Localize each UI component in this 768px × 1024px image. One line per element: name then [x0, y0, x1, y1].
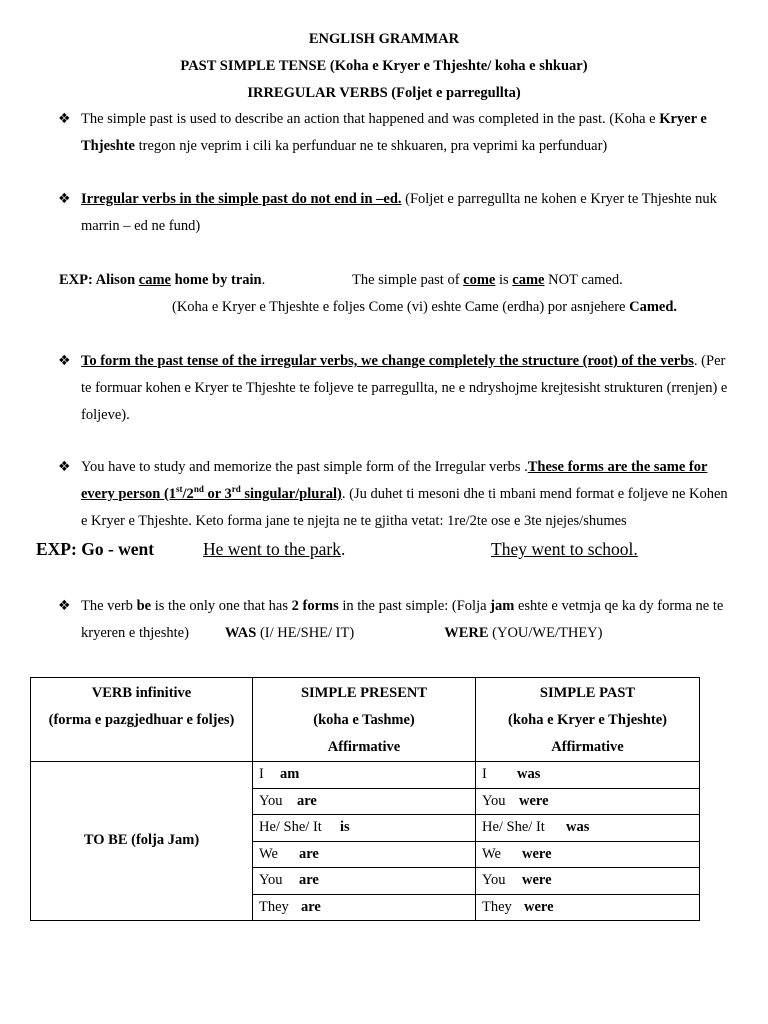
paragraph-memorize: You have to study and memorize the past simple form of the Irregular verbs .These forms are the same for every person (1st/2nd or 3rd singular/plural). (Ju duhet ti mesoni dhe ti mbani mend format e foljeve ne Kohen e Kryer e Thjeshte. Keto forma jane te njejta ne te gjitha vetat: 1re/2te ose e 3te njejes/shumes	[81, 459, 728, 529]
doc-subtitle-tense: PAST SIMPLE TENSE (Koha e Kryer e Thjeshte/ koha e shkuar)	[180, 58, 588, 74]
example-sentence-park: He went to the park.	[203, 539, 346, 559]
doc-title: ENGLISH GRAMMAR	[308, 31, 460, 47]
example-translation: (Koha e Kryer e Thjeshte e foljes Come (vi) eshte Came (erdha) por asnjehere Camed.	[172, 299, 678, 315]
present-cell: You are	[253, 868, 476, 895]
bullet-icon: ❖	[58, 459, 71, 475]
paragraph-no-ed: Irregular verbs in the simple past do not end in –ed. (Foljet e parregullta ne kohen e Kryer te Thjeshte nuk marrin – ed ne fund)	[81, 191, 717, 234]
paragraph-verb-be: The verb be is the only one that has 2 forms in the past simple: (Folja jam eshte e vetmja qe ka dy forma ne te kryeren e thjeshte) WAS (I/ HE/SHE/ IT) WERE (YOU/WE/THEY)	[81, 598, 724, 641]
example-alison: EXP: Alison came home by train.	[59, 272, 266, 288]
verb-to-be-cell: TO BE (folja Jam)	[31, 762, 253, 921]
present-cell: We are	[253, 841, 476, 868]
paragraph-definition: The simple past is used to describe an action that happened and was completed in the past. (Koha e Kryer e Thjeshte tregon nje veprim i cili ka perfunduar ne te shkuaren, pra veprimi ka perfunduar)	[81, 111, 707, 154]
present-cell: You are	[253, 788, 476, 815]
past-cell: He/ She/ It was	[476, 815, 700, 842]
present-cell: They are	[253, 894, 476, 921]
past-cell: You were	[476, 868, 700, 895]
past-cell: We were	[476, 841, 700, 868]
present-cell: I am	[253, 762, 476, 789]
header-simple-past: SIMPLE PAST (koha e Kryer e Thjeshte) Affirmative	[476, 678, 700, 762]
header-simple-present: SIMPLE PRESENT (koha e Tashme) Affirmative	[253, 678, 476, 762]
past-cell: They were	[476, 894, 700, 921]
past-cell: You were	[476, 788, 700, 815]
paragraph-change-root: To form the past tense of the irregular verbs, we change completely the structure (root) of the verbs. (Per te formuar kohen e Kryer te Thjeshte te foljeve te parregullta, ne e ndryshojme krejtesisht strukturen (rrenjen) e foljeve).	[81, 353, 728, 423]
bullet-icon: ❖	[58, 111, 71, 127]
example-sentence-school: They went to school.	[491, 539, 638, 559]
doc-subtitle-irregular: IRREGULAR VERBS (Foljet e parregullta)	[247, 85, 521, 101]
past-cell: I was	[476, 762, 700, 789]
bullet-icon: ❖	[58, 598, 71, 614]
present-cell: He/ She/ It is	[253, 815, 476, 842]
header-verb-infinitive: VERB infinitive (forma e pazgjedhuar e foljes)	[31, 678, 253, 762]
bullet-icon: ❖	[58, 353, 71, 369]
table-row	[31, 762, 700, 789]
bullet-icon: ❖	[58, 191, 71, 207]
example-come-came: The simple past of come is came NOT camed.	[352, 272, 623, 288]
verb-be-table	[30, 677, 700, 921]
table-header-row	[31, 678, 700, 762]
example-go-went: EXP: Go - went	[36, 539, 155, 559]
